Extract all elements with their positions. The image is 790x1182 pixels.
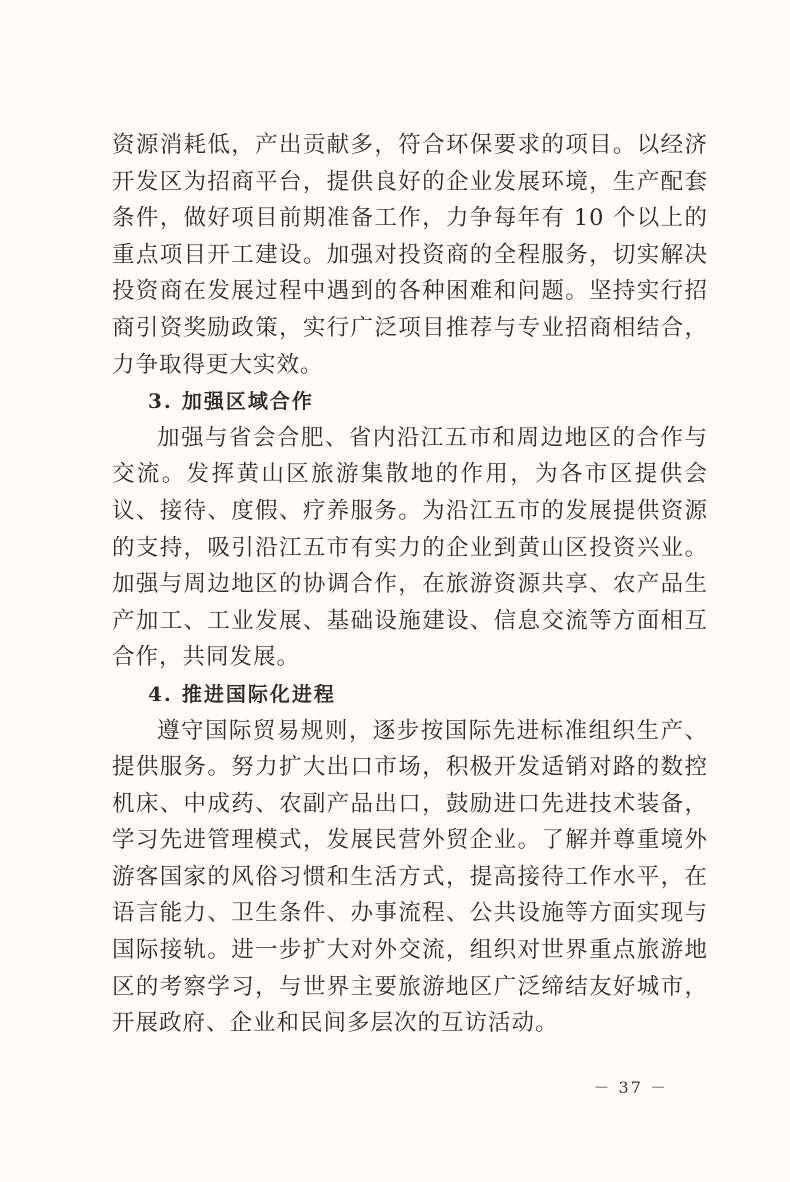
paragraph-regional-cooperation: 加强与省会合肥、省内沿江五市和周边地区的合作与交流。发挥黄山区旅游集散地的作用，为各市区提供会议、接待、度假、疗养服务。为沿江五市的发展提供资源的支持，吸引沿江五市有实力的企业到黄山区投资兴业。加强与周边地区的协调合作，在旅游资源共享、农产品生产加工、工业发展、基础设施建设、信息交流等方面相互合作，共同发展。 [112, 424, 708, 671]
page-number: － 37 － [593, 1078, 668, 1097]
paragraph-investment: 资源消耗低，产出贡献多，符合环保要求的项目。以经济开发区为招商平台，提供良好的企业发展环境，生产配套条件，做好项目前期准备工作，力争每年有 10 个以上的重点项目开工建设。加强对投资商的全程服务，切实解决投资商在发展过程中遇到的各种困难和问题。坚持实行招商引资奖励政策，实行广泛项目推荐与专业招商相结合，力争取得更大实效。 [112, 132, 708, 378]
body-text [112, 127, 708, 1042]
paragraph-internationalization: 遵守国际贸易规则，逐步按国际先进标准组织生产、提供服务。努力扩大出口市场，积极开发适销对路的数控机床、中成药、农副产品出口，鼓励进口先进技术装备，学习先进管理模式，发展民营外贸企业。了解并尊重境外游客国家的风俗习惯和生活方式，提高接待工作水平，在语言能力、卫生条件、办事流程、公共设施等方面实现与国际接轨。进一步扩大对外交流，组织对世界重点旅游地区的考察学习，与世界主要旅游地区广泛缔结友好城市，开展政府、企业和民间多层次的互访活动。 [112, 717, 708, 1037]
heading-regional-cooperation: 3. 加强区域合作 [148, 389, 314, 414]
heading-internationalization: 4. 推进国际化进程 [148, 681, 336, 706]
